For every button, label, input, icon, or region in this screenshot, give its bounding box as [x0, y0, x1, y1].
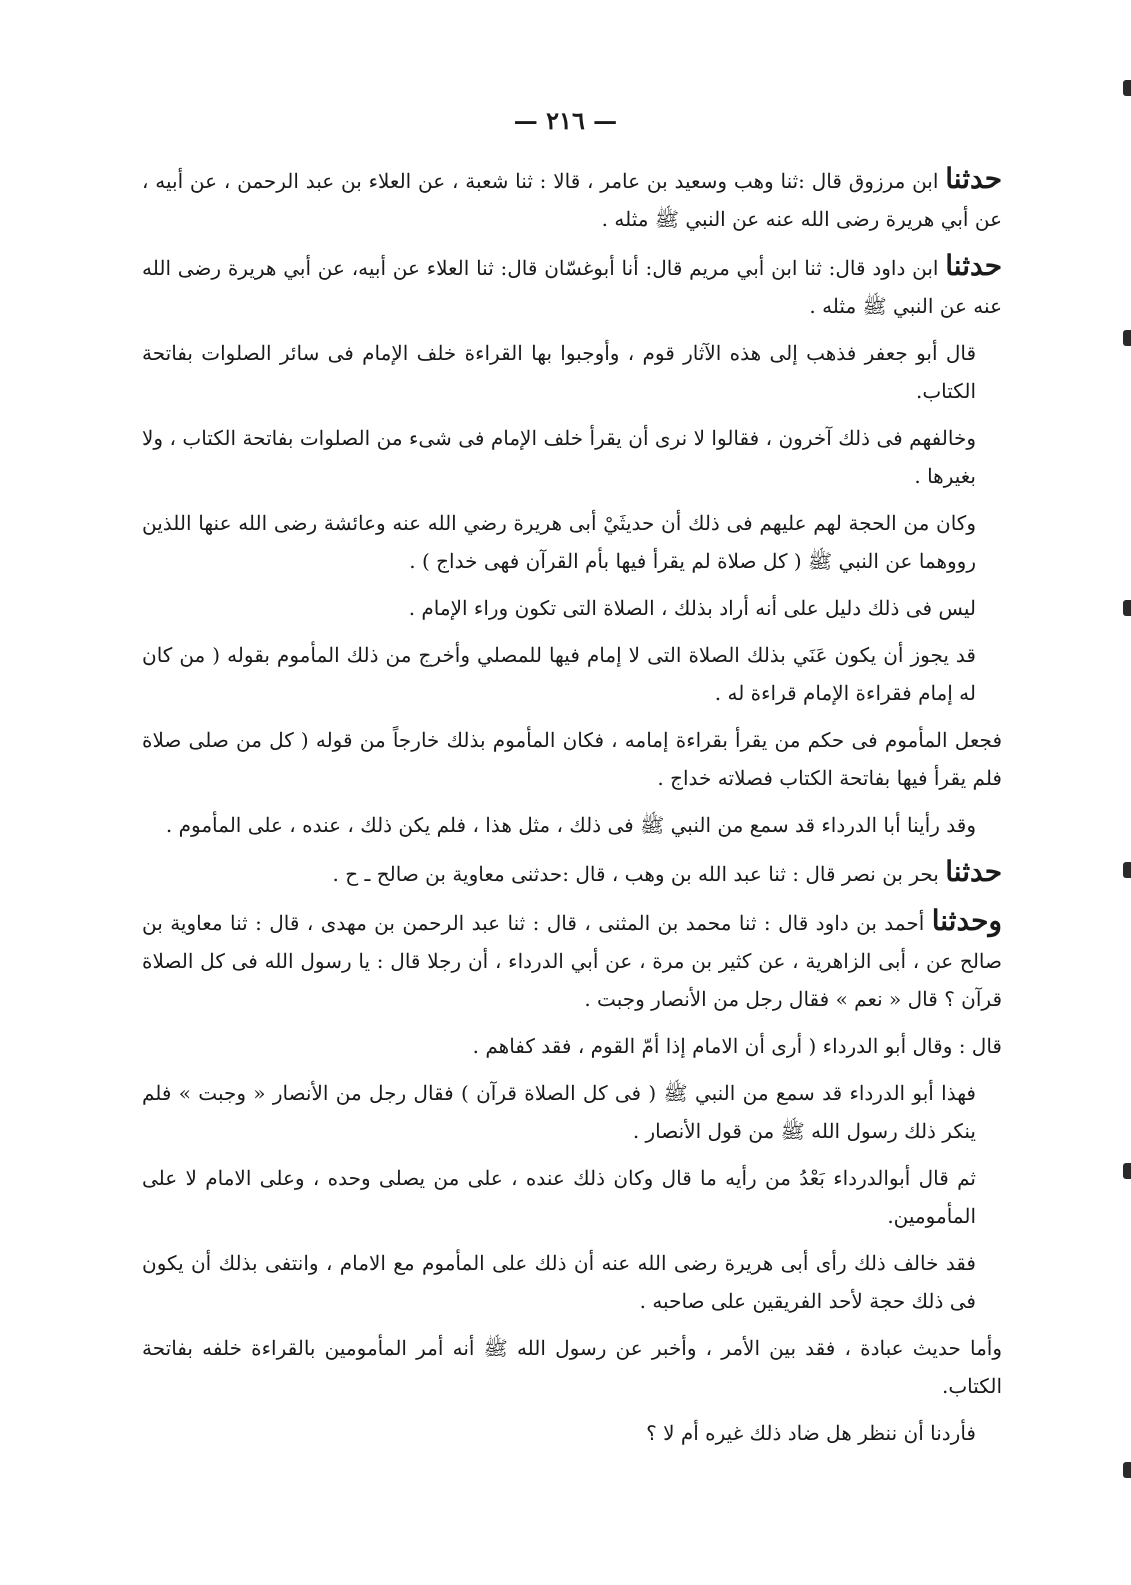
paragraph — [142, 1329, 1002, 1405]
margin-mark — [1123, 80, 1131, 96]
paragraph-text: ابن داود قال: ثنا ابن أبي مريم قال: أنا أبوغسّان قال: ثنا العلاء عن أبيه، عن أبي هريرة رضى الله عنه عن النبي ﷺ مثله . — [142, 256, 1002, 318]
margin-mark — [1123, 600, 1131, 616]
paragraph — [142, 160, 1002, 238]
paragraph — [142, 721, 1002, 797]
paragraph — [142, 1074, 1002, 1150]
margin-mark — [1123, 862, 1131, 878]
paragraph-text: فهذا أبو الدرداء قد سمع من النبي ﷺ ( فى كل الصلاة قرآن ) فقال رجل من الأنصار « وجبت » فلم ينكر ذلك رسول الله ﷺ من قول الأنصار . — [142, 1081, 976, 1143]
hadith-chain-keyword: حدثنا — [945, 855, 1002, 888]
paragraph — [142, 636, 1002, 712]
paragraph — [142, 902, 1002, 1018]
margin-mark — [1123, 330, 1131, 346]
hadith-chain-keyword: وحدثنا — [931, 904, 1002, 937]
paragraph-text: وقد رأينا أبا الدرداء قد سمع من النبي ﷺ فى ذلك ، مثل هذا ، فلم يكن ذلك ، عنده ، على المأموم . — [165, 813, 976, 837]
paragraph — [142, 1027, 1002, 1065]
paragraph — [142, 589, 1002, 627]
margin-mark — [1123, 1462, 1131, 1478]
paragraph-text: قال : وقال أبو الدرداء ( أرى أن الامام إذا أمّ القوم ، فقد كفاهم . — [472, 1034, 1002, 1058]
paragraph-text: فجعل المأموم فى حكم من يقرأ بقراءة إمامه ، فكان المأموم بذلك خارجاً من قوله ( كل من صلى صلاة فلم يقرأ فيها بفاتحة الكتاب فصلاته خداج . — [142, 728, 1002, 790]
paragraph-text: وأما حديث عبادة ، فقد بين الأمر ، وأخبر عن رسول الله ﷺ أنه أمر المأمومين بالقراءة خلفه بفاتحة الكتاب. — [142, 1336, 1003, 1398]
margin-mark — [1123, 1163, 1131, 1179]
paragraph — [142, 419, 1002, 495]
text-body — [142, 160, 1002, 1461]
paragraph-text: فأردنا أن ننظر هل ضاد ذلك غيره أم لا ؟ — [646, 1421, 976, 1445]
paragraph-text: وخالفهم فى ذلك آخرون ، فقالوا لا نرى أن يقرأ خلف الإمام فى شىء من الصلوات بفاتحة الكتاب ، ولا بغيرها . — [142, 426, 976, 488]
hadith-chain-keyword: حدثنا — [945, 162, 1002, 195]
paragraph-text: قال أبو جعفر فذهب إلى هذه الآثار قوم ، وأوجبوا بها القراءة خلف الإمام فى سائر الصلوات بفاتحة الكتاب. — [142, 341, 977, 403]
paragraph-text: قد يجوز أن يكون عَنَي بذلك الصلاة التى لا إمام فيها للمصلي وأخرج من ذلك المأموم بقوله ( من كان له إمام فقراءة الإمام قراءة له . — [142, 643, 976, 705]
paragraph — [142, 853, 1002, 893]
paragraph — [142, 1159, 1002, 1235]
paragraph — [142, 247, 1002, 325]
paragraph-text: بحر بن نصر قال : ثنا عبد الله بن وهب ، قال :حدثنى معاوية بن صالح ـ ح . — [332, 862, 946, 886]
paragraph-text: ثم قال أبوالدرداء بَعْدُ من رأيه ما قال وكان ذلك عنده ، على من يصلى وحده ، وعلى الامام لا على المأمومين. — [142, 1166, 976, 1228]
paragraph-text: أحمد بن داود قال : ثنا محمد بن المثنى ، قال : ثنا عبد الرحمن بن مهدى ، قال : ثنا معاوية بن صالح عن ، أبى الزاهرية ، عن كثير بن مرة ، عن أبي الدرداء ، أن رجلا قال : يا رسول الله فى كل الصلاة قرآن ؟ قال « نعم » فقال رجل من الأنصار وجبت . — [142, 911, 1002, 1011]
paragraph-text: وكان من الحجة لهم عليهم فى ذلك أن حديثَيْ أبى هريرة رضي الله عنه وعائشة رضى الله عنها اللذين رووهما عن النبي ﷺ ( كل صلاة لم يقرأ فيها بأم القرآن فهى خداج ) . — [142, 511, 976, 573]
paragraph — [142, 504, 1002, 580]
paragraph — [142, 1244, 1002, 1320]
paragraph-text: ليس فى ذلك دليل على أنه أراد بذلك ، الصلاة التى تكون وراء الإمام . — [408, 596, 976, 620]
paragraph-text: فقد خالف ذلك رأى أبى هريرة رضى الله عنه أن ذلك على المأموم مع الامام ، وانتفى بذلك أن يكون فى ذلك حجة لأحد الفريقين على صاحبه . — [142, 1251, 976, 1313]
paragraph — [142, 806, 1002, 844]
paragraph — [142, 334, 1002, 410]
hadith-chain-keyword: حدثنا — [945, 249, 1002, 282]
page-number: — ٢١٦ — — [513, 106, 618, 135]
paragraph — [142, 1414, 1002, 1452]
paragraph-text: ابن مرزوق قال :ثنا وهب وسعيد بن عامر ، قالا : ثنا شعبة ، عن العلاء بن عبد الرحمن ، عن أبيه ، عن أبي هريرة رضى الله عنه عن النبي ﷺ مثله . — [142, 169, 1002, 231]
